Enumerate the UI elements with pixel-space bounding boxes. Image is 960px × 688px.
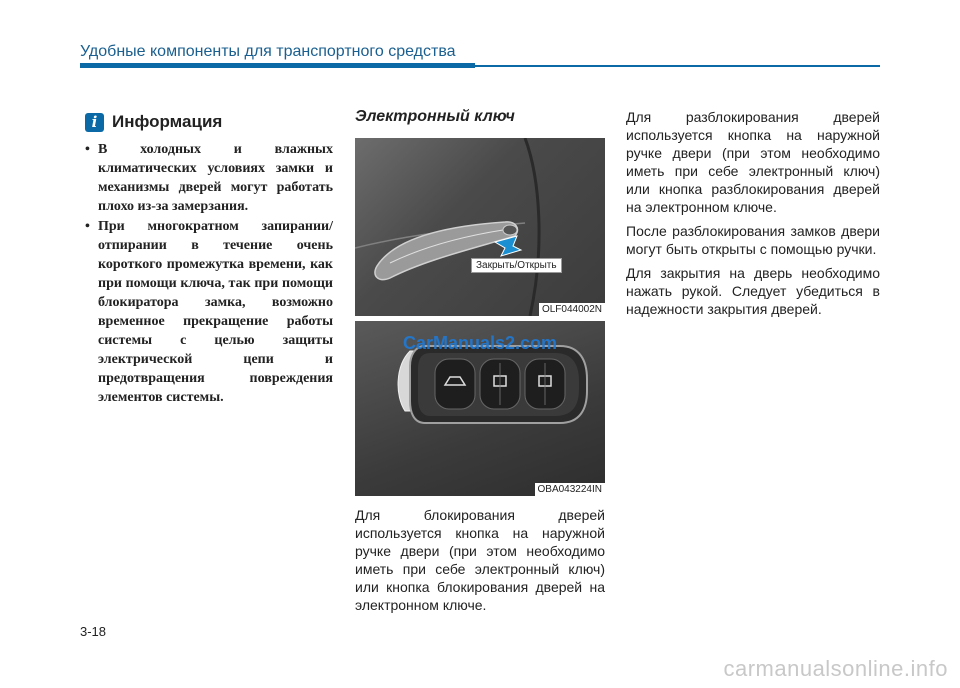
door-handle-figure [355, 138, 605, 316]
site-watermark: carmanualsonline.info [723, 656, 948, 681]
header-rule [80, 63, 475, 68]
watermark: CarManuals2.com [403, 333, 558, 353]
info-icon: i [85, 113, 104, 132]
info-bullet: • При многократном запирании/отпирании в течение очень короткого промежутка времени, как при помощи ключа, так при помощи блокиратора замка, возможно временное прекращение работы системы с целью защиты электрической цепи и предотвращения повреждения элементов системы. [85, 217, 333, 407]
unlock-section [626, 108, 880, 324]
door-handle-illustration [355, 138, 605, 316]
electronic-key-section [355, 108, 605, 614]
header-title: Удобные компоненты для транспортного средства [80, 43, 456, 60]
figure-code: OLF044002N [539, 303, 605, 316]
lock-paragraph: Для блокирования дверей используется кнопка на наружной ручке двери (при этом необходимо иметь при себе электронный ключ) или кнопка блокирования дверей на электронном ключе. [355, 507, 605, 613]
info-header [85, 112, 333, 132]
section-title: Электронный ключ [355, 108, 515, 125]
close-paragraph: Для закрытия на дверь необходимо нажать рукой. Следует убедиться в надежности закрытия дверей. [626, 265, 880, 317]
lock-unlock-callout: Закрыть/Открыть [471, 258, 562, 273]
open-paragraph: После разблокирования замков двери могут быть открыты с помощью ручки. [626, 223, 880, 257]
info-bullet: • В холодных и влажных климатических условиях замки и механизмы дверей могут работать плохо из-за замерзания. [85, 140, 333, 216]
page-number: 3-18 [80, 624, 107, 639]
info-title: Информация [112, 112, 223, 131]
info-bullets [85, 140, 333, 407]
smart-key-figure [355, 321, 605, 496]
unlock-paragraph: Для разблокирования дверей используется кнопка на наружной ручке двери (при этом необходимо иметь при себе электронный ключ) или кнопка разблокирования дверей на электронном ключе. [626, 109, 880, 215]
figure-code: OBA043224IN [535, 483, 606, 496]
header-rule-thin [475, 65, 880, 67]
info-box [85, 112, 333, 408]
